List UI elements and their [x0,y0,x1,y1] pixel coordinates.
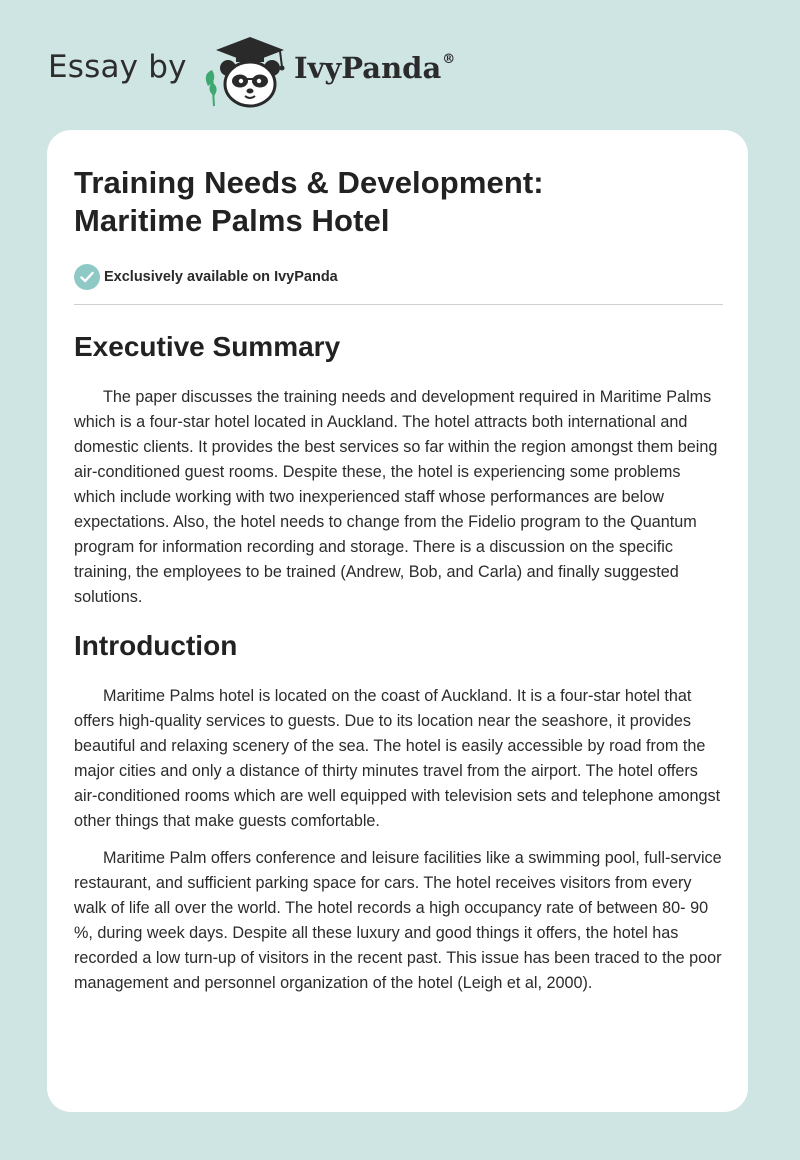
paragraph: The paper discusses the training needs and development required in Maritime Palms which is a four-star hotel located in Auckland. The hotel attracts both international and domestic clients. It provides the best services so far within the region amongst them being air-conditioned guest rooms. Despite these, the hotel is experiencing some problems which include working with two inexperienced staff whose performances are below expectations. Also, the hotel needs to change from the Fidelio program to the Quantum program for information recording and storage. There is a discussion on the specific training, the employees to be trained (Andrew, Bob, and Carla) and finally suggested solutions. [74,388,718,606]
title-line-2: Maritime Palms Hotel [74,203,390,238]
page-title [74,164,723,240]
title-line-1: Training Needs & Development: [74,165,544,200]
section-heading-introduction: Introduction [74,630,238,661]
exclusive-badge [74,264,723,290]
badge-text: Exclusively available on IvyPanda [104,269,338,285]
checkmark-icon [74,264,100,290]
title-divider [74,304,723,305]
panda-graduate-logo-icon [204,34,296,110]
brand-name: IvyPanda® [294,51,456,85]
brand-prefix: Essay by [48,49,187,85]
essay-content [74,164,723,1008]
essay-card [47,130,748,1112]
section-heading-executive-summary: Executive Summary [74,331,341,362]
paragraph: Maritime Palms hotel is located on the coast of Auckland. It is a four-star hotel that offers high-quality services to guests. Due to its location near the seashore, it provides beautiful and relaxing scenery of the sea. The hotel is easily accessible by road from the major cities and only a distance of thirty minutes travel from the airport. The hotel offers air-conditioned rooms which are well equipped with television sets and telephone amongst other things that make guests comfortable. [74,687,721,830]
site-brand[interactable] [48,34,508,114]
paragraph: Maritime Palm offers conference and leisure facilities like a swimming pool, full-service restaurant, and sufficient parking space for cars. The hotel receives visitors from every walk of life all over the world. The hotel records a high occupancy rate of between 80- 90 %, during week days. Despite all these luxury and good things it offers, the hotel has recorded a low turn-up of visitors in the recent past. This issue has been traced to the poor management and personnel organization of the hotel (Leigh et al, 2000). [74,849,722,992]
